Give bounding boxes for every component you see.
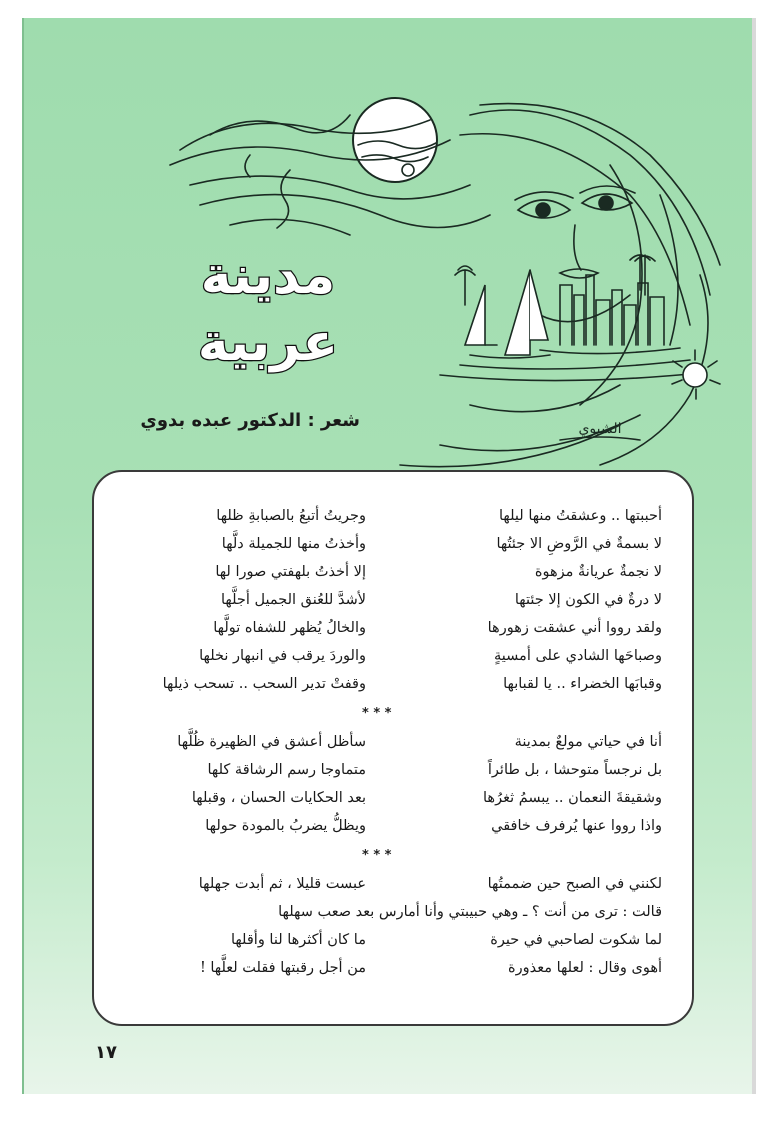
poem-title: [148, 235, 388, 375]
flower-drawing: [683, 363, 707, 387]
verse-left: من أجل رقبتها فقلت لعلَّها !: [199, 960, 366, 976]
stanza-separator: * * *: [362, 706, 392, 721]
verse-right: لكنني في الصبح حين ضممتُها: [487, 876, 662, 892]
verse-right: أحببتها .. وعشقتُ منها ليلها: [499, 508, 662, 524]
verse-right: وشقيقةَ النعمان .. يبسمُ ثغرُها: [483, 790, 662, 806]
stanza-separator: * * *: [362, 848, 392, 863]
moon-drawing: [353, 98, 437, 182]
verse-left: والخالُ يُظهر للشفاه تولَّها: [213, 620, 366, 636]
woman-lips: [560, 269, 598, 278]
verse-left: وأخذتُ منها للجميلة دلَّها: [221, 536, 366, 552]
verse-left: ويظلُّ يضربُ بالمودة حولها: [205, 818, 366, 834]
page-edge: [752, 18, 756, 1094]
verse-right: وقبابَها الخضراء .. يا لقبابها: [503, 676, 662, 692]
artist-signature: الشيوي: [578, 421, 622, 437]
title-line-1: مدينة: [200, 246, 336, 306]
credit-author: الدكتور عبده بدوي: [140, 410, 302, 431]
title-line-2: عربية: [197, 313, 339, 373]
verse-left: سأظل أعشق في الظهيرة ظُلَّها: [177, 734, 366, 750]
poet-credit: [140, 410, 360, 431]
verse-left: وجريتُ أتبعُ بالصبابةِ ظلها: [216, 508, 366, 524]
verse-left: عبست قليلا ، ثم أبدت جهلها: [198, 876, 366, 892]
page-number: ١٧: [95, 1042, 117, 1063]
verse-right: ولقد رووا أني عشقت زهورها: [487, 620, 662, 636]
verse-right: وصباحَها الشادي على أمسيةٍ: [493, 648, 662, 664]
verse-left: ما كان أكثرها لنا وأقلها: [230, 932, 366, 948]
poem-box: [92, 470, 694, 1026]
verse-left: وقفتْ تدير السحب .. تسحب ذيلها: [162, 676, 366, 692]
sailboat-2: [505, 270, 530, 355]
verse-right: بل نرجساً متوحشا ، بل طائراً: [487, 762, 662, 778]
verse-left: متماوجا رسم الرشاقة كلها: [207, 762, 366, 778]
verse-left: بعد الحكايات الحسان ، وقبلها: [191, 790, 366, 806]
verse-right: لا درةٌ في الكون إلا جئتها: [514, 592, 662, 608]
credit-prefix: شعر :: [307, 410, 360, 431]
verse-left: والوردَ يرقب في انبهار نخلها: [199, 648, 366, 664]
verse-right-full: قالت : ترى من أنت ؟ ـ وهي حبيبتي وأنا أمارس بعد صعب سهلها: [278, 904, 662, 920]
verse-left: لأشدَّ للعُنق الجميل أجلَّها: [221, 592, 366, 608]
verse-right: أنا في حياتي مولعٌ بمدينة: [514, 734, 662, 750]
sailboat-1: [465, 285, 485, 345]
verse-right: لما شكوت لصاحبي في حيرة: [490, 932, 662, 948]
verse-right: لا بسمةٌ في الرَّوضِ الا جئتُها: [496, 536, 662, 552]
verse-left: إلا أخذتُ بلهفتي صورا لها: [215, 564, 366, 580]
verse-right: لا نجمةٌ عريانةٌ مزهوة: [534, 564, 662, 580]
verse-right: أهوى وقال : لعلها معذورة: [507, 960, 662, 976]
verse-right: واذا رووا عنها يُرفرف خافقي: [491, 818, 662, 834]
